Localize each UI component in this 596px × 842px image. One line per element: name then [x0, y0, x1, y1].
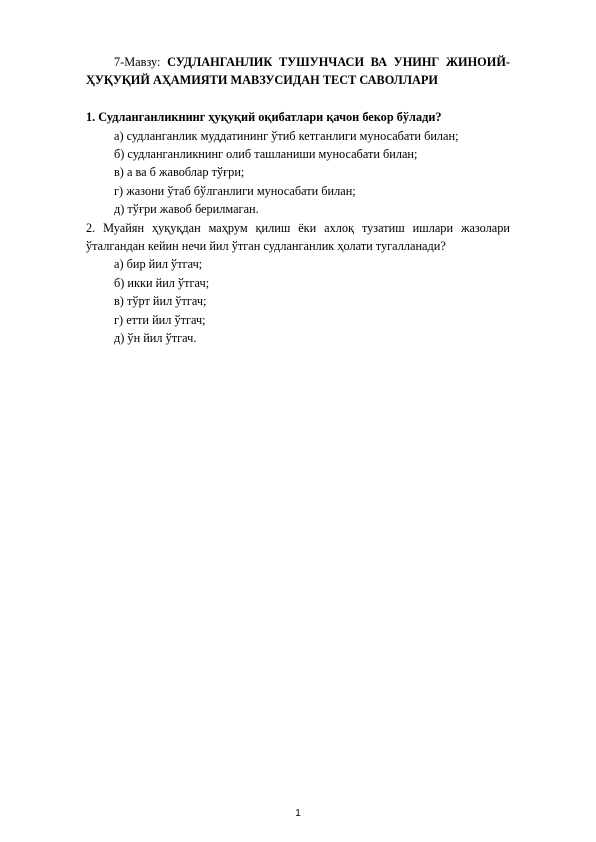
question-1-option-d: г) жазони ўтаб бўлганлиги муносабати билан;: [114, 183, 356, 198]
title-text: СУДЛАНГАНЛИК ТУШУНЧАСИ ВА УНИНГ ЖИНОИЙ-ҲУҚУҚИЙ АҲАМИЯТИ МАВЗУСИДАН ТЕСТ САВОЛЛАРИ: [86, 55, 510, 88]
question-2-option-a: а) бир йил ўтгач;: [114, 257, 203, 272]
blank-line: [86, 90, 510, 108]
question-2: [86, 219, 510, 348]
document-title: [86, 53, 510, 90]
question-1: [86, 108, 510, 218]
question-1-option-e: д) тўғри жавоб берилмаган.: [114, 202, 259, 217]
question-1-option-c: в) а ва б жавоблар тўғри;: [114, 165, 245, 180]
question-2-option-d: г) етти йил ўтгач;: [114, 312, 206, 327]
question-1-option-b: б) судланганликнинг олиб ташланиши муносабати билан;: [114, 147, 418, 162]
question-2-option-e: д) ўн йил ўтгач.: [114, 331, 197, 346]
question-1-option-a: а) судланганлик муддатининг ўтиб кетганлиги муносабати билан;: [114, 128, 459, 143]
question-2-text: 2. Муайян ҳуқуқдан маҳрум қилиш ёки ахлоқ тузатиш ишлари жазолари ўталгандан кейин нечи йил ўтган судланганлик ҳолати тугалланади?: [86, 220, 510, 254]
question-1-text: 1. Судланганликнинг ҳуқуқий оқибатлари қачон бекор бўлади?: [86, 110, 442, 125]
title-prefix: 7-Мавзу:: [114, 55, 168, 69]
document-content: [86, 53, 510, 347]
question-2-option-c: в) тўрт йил ўтгач;: [114, 294, 207, 309]
question-2-option-b: б) икки йил ўтгач;: [114, 275, 210, 290]
page-number: 1: [295, 808, 301, 819]
